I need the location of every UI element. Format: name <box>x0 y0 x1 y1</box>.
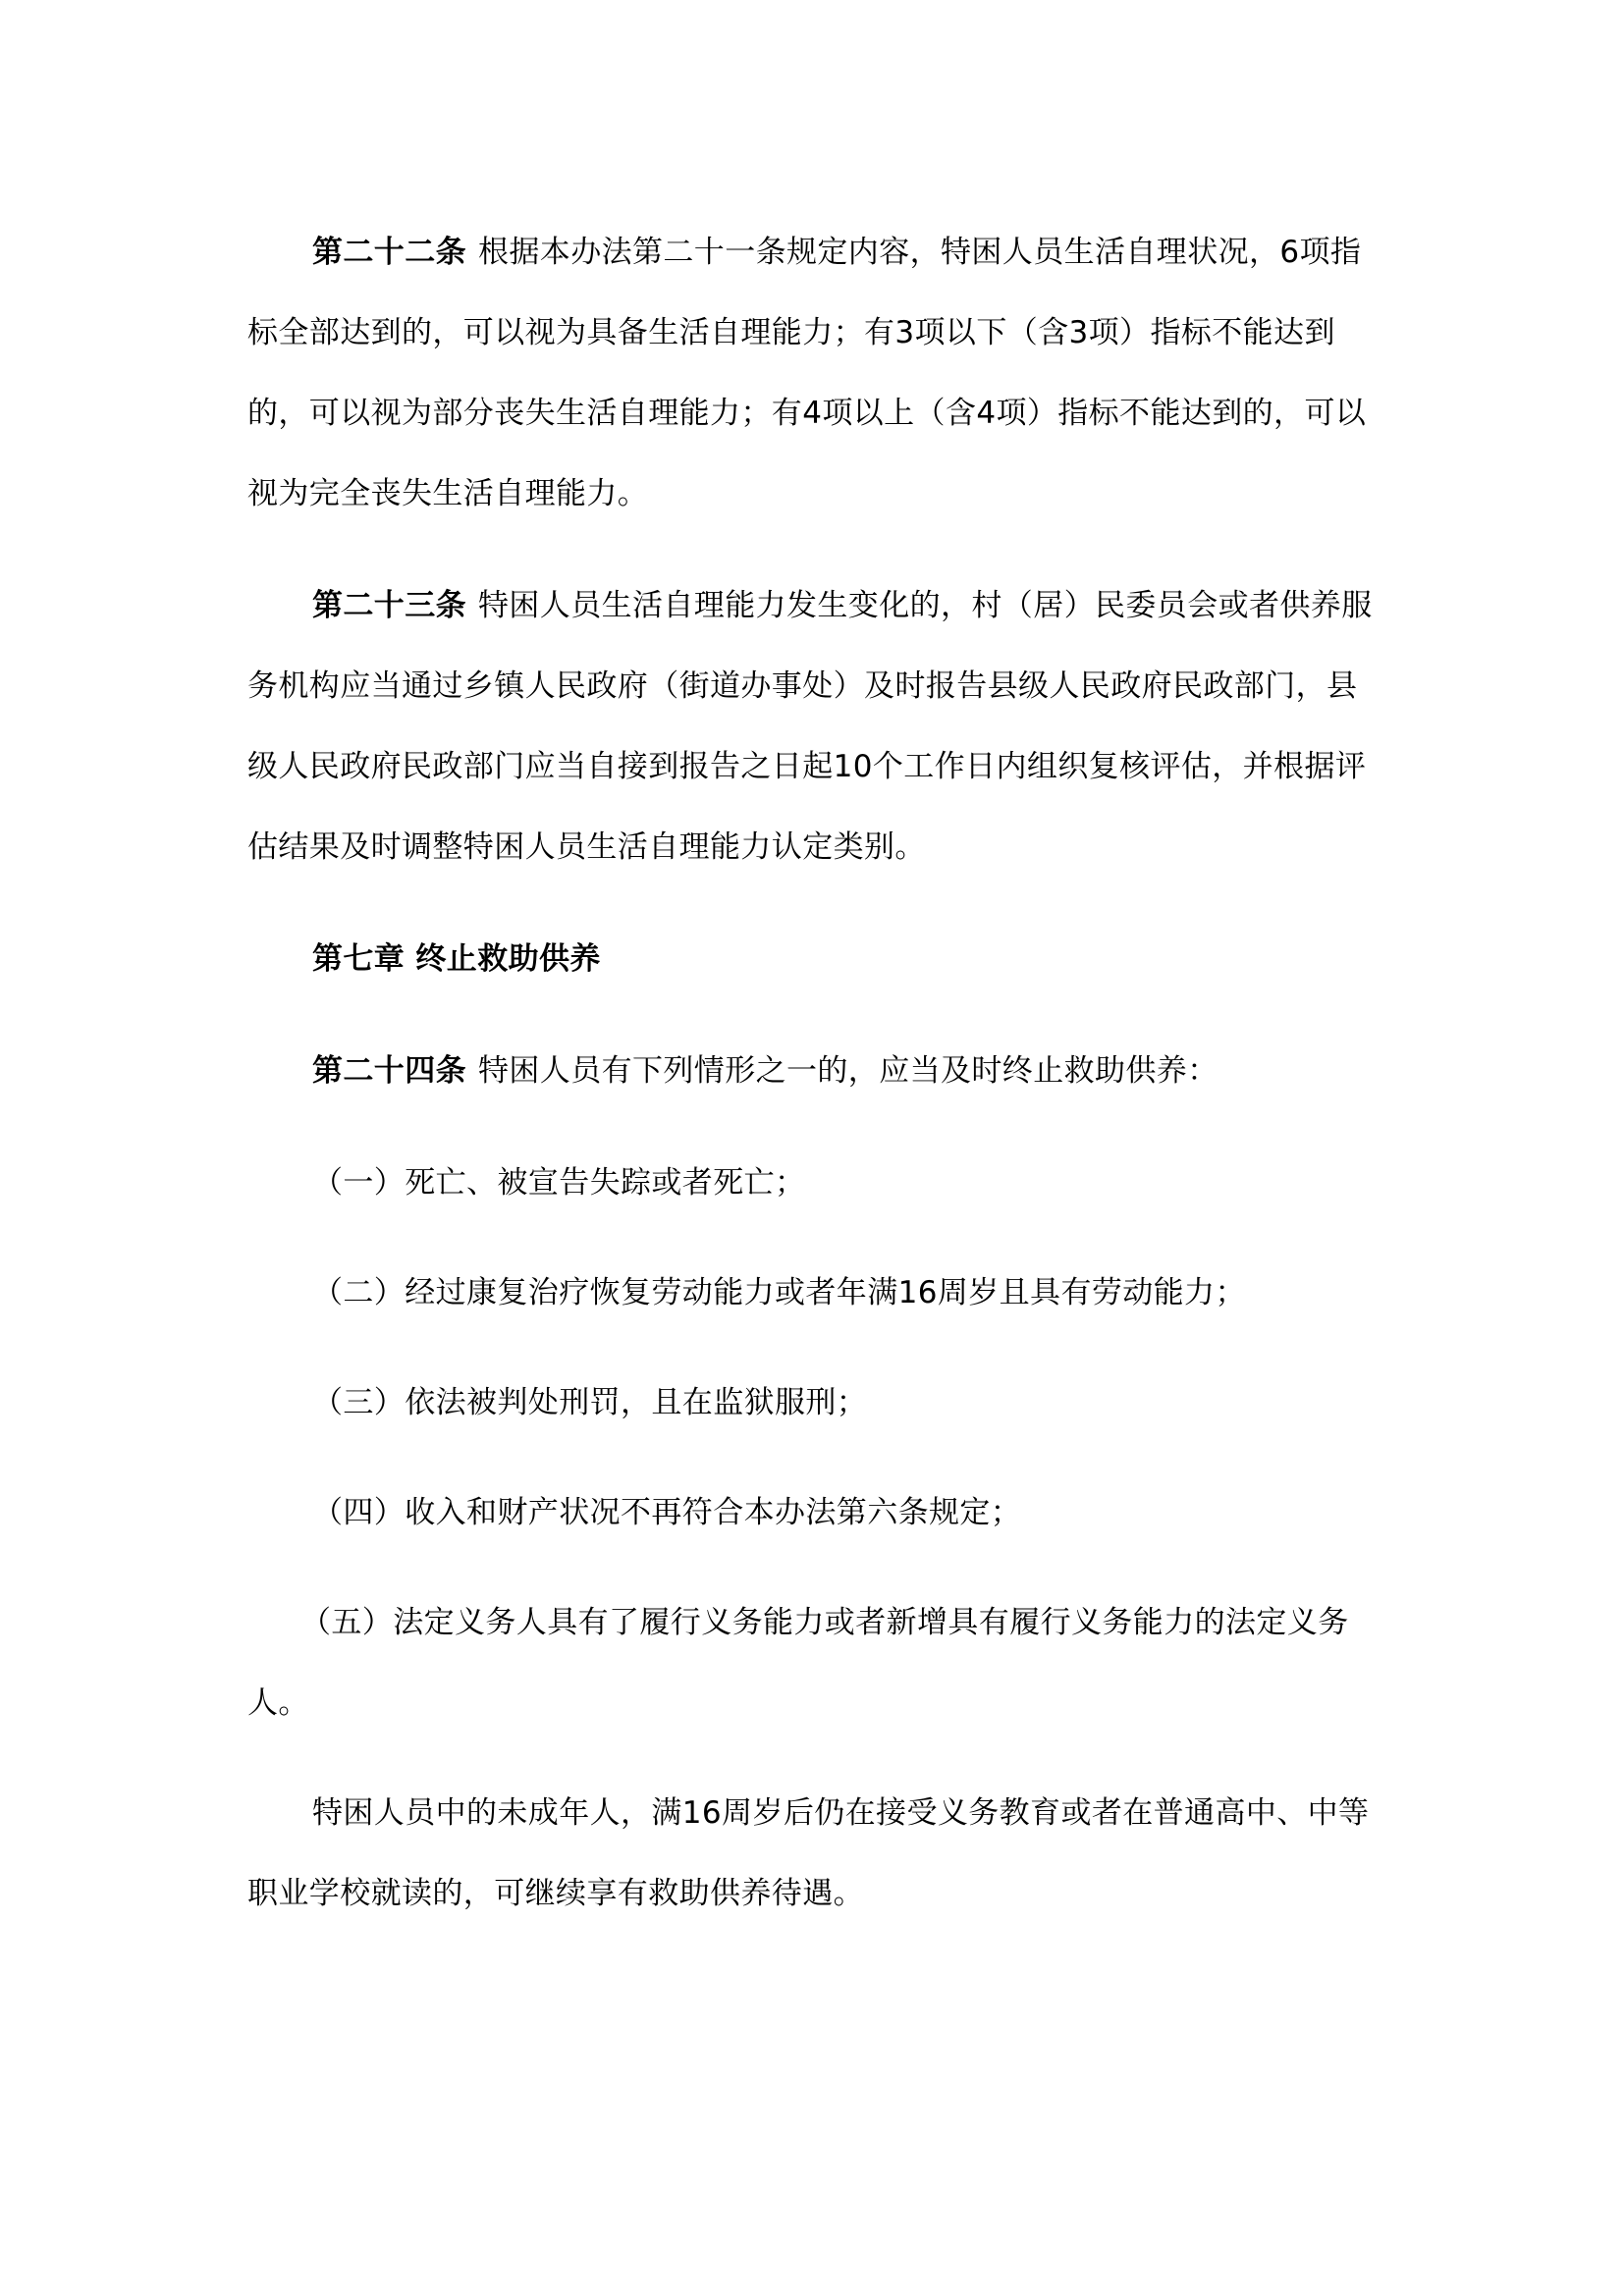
article-23-text: 特困人员生活自理能力发生变化的，村（居）民委员会或者供养服务机构应当通过乡镇人民政府（街道办事处）及时报告县级人民政府民政部门，县级人民政府民政部门应当自接到报告之日起10个工作日内组织复核评估，并根据评估结果及时调整特困人员生活自理能力认定类别。 <box>247 588 1373 865</box>
article-24-label: 第二十四条 <box>312 1053 466 1089</box>
article-22-text: 根据本办法第二十一条规定内容，特困人员生活自理状况，6项指标全部达到的，可以视为具备生活自理能力；有3项以下（含3项）指标不能达到的，可以视为部分丧失生活自理能力；有4项以上（含4项）指标不能达到的，可以视为完全丧失生活自理能力。 <box>247 235 1367 511</box>
article-24-item-1: （一）死亡、被宣告失踪或者死亡； <box>312 1165 806 1201</box>
document-body <box>247 212 1384 1965</box>
article-22 <box>247 212 1384 534</box>
article-23 <box>247 565 1384 887</box>
article-24-note: 特困人员中的未成年人，满16周岁后仍在接受义务教育或者在普通高中、中等职业学校就读的，可继续享有救助供养待遇。 <box>247 1795 1370 1911</box>
chapter-7-title: 第七章 终止救助供养 <box>312 941 601 977</box>
article-24-text: 特困人员有下列情形之一的，应当及时终止救助供养： <box>478 1053 1218 1089</box>
article-22-label: 第二十二条 <box>312 235 466 270</box>
article-24-item-4: （四）收入和财产状况不再符合本办法第六条规定； <box>312 1495 1022 1530</box>
article-24 <box>247 1031 1384 1111</box>
article-24-item-3: （三）依法被判处刑罚，且在监狱服刑； <box>312 1385 868 1420</box>
article-23-label: 第二十三条 <box>312 588 466 623</box>
article-24-item-2: （二）经过康复治疗恢复劳动能力或者年满16周岁且具有劳动能力； <box>312 1275 1246 1310</box>
article-24-item-5: （五）法定义务人具有了履行义务能力或者新增具有履行义务能力的法定义务人。 <box>247 1605 1349 1721</box>
